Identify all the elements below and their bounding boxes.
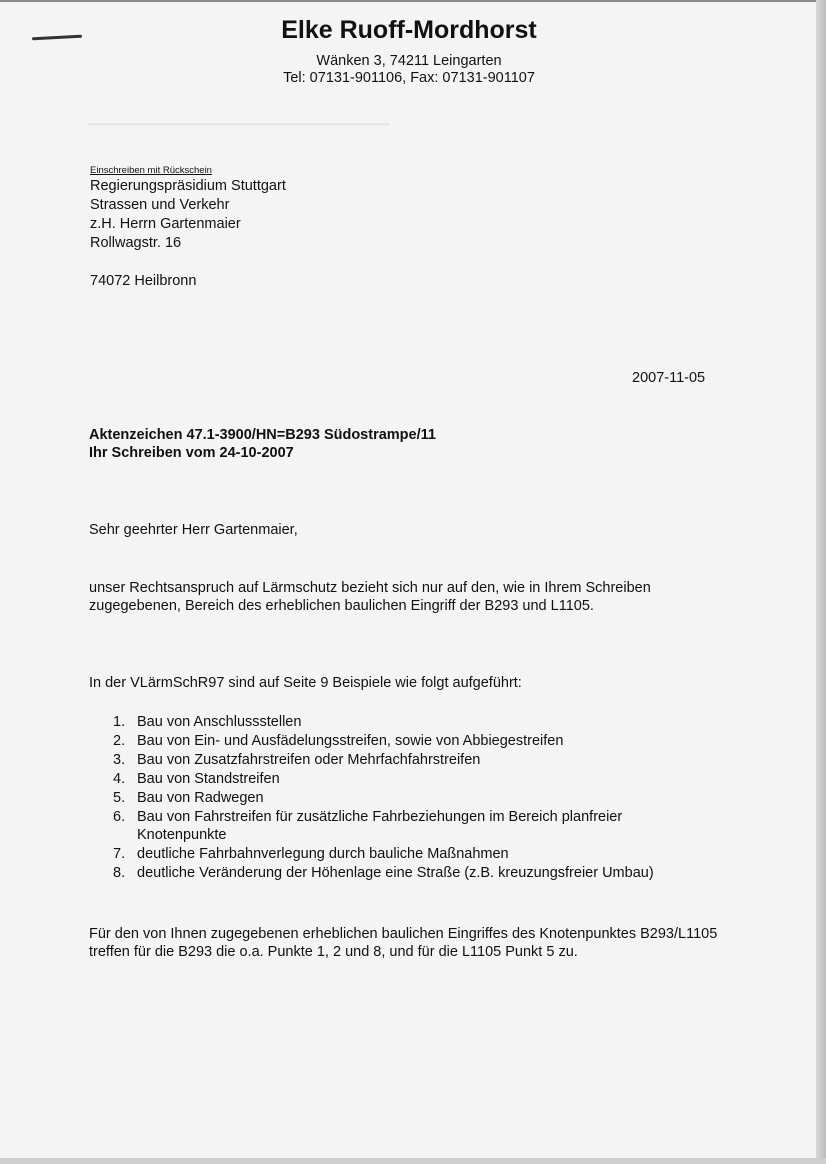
reference-line-2: Ihr Schreiben vom 24-10-2007 [89,445,294,461]
letter-date: 2007-11-05 [632,370,706,386]
sender-address: Wänken 3, 74211 Leingarten [316,53,502,69]
list-item: 4. Bau von Standstreifen [113,770,280,787]
page-edge-bottom [0,1158,826,1164]
list-item: 3. Bau von Zusatzfahrstreifen oder Mehrfachfahrstreifen [113,751,481,768]
list-item: 8. deutliche Veränderung der Höhenlage eine Straße (z.B. kreuzungsfreier Umbau) [113,865,654,882]
paragraph-1: unser Rechtsanspruch auf Lärmschutz bezieht sich nur auf den, wie in Ihrem Schreiben zugegebenen, Bereich des erheblichen baulichen Eingriff der B293 und L1105. [89,580,651,614]
page-edge-right [816,0,826,1164]
scan-top-line [0,0,818,2]
recipient-line-1: Regierungspräsidium Stuttgart [90,178,286,194]
recipient-line-4: Rollwagstr. 16 [90,235,182,251]
list-item: 2. Bau von Ein- und Ausfädelungsstreifen, sowie von Abbiegestreifen [113,732,564,749]
recipient-city: 74072 Heilbronn [90,273,197,289]
recipient-line-2: Strassen und Verkehr [90,197,230,213]
recipient-line-3: z.H. Herrn Gartenmaier [90,216,241,232]
delivery-note: Einschreiben mit Rückschein [90,165,212,176]
reference-line-1: Aktenzeichen 47.1-3900/HN=B293 Südostrampe/11 [89,427,436,443]
bleed-through-text: ▁▁▁▁▁▁▁▁▁▁▁▁▁▁▁▁▁▁▁▁▁▁▁▁▁▁▁▁▁ [88,110,390,125]
list-item: 5. Bau von Radwegen [113,789,264,806]
example-list [89,713,709,883]
paragraph-2: In der VLärmSchR97 sind auf Seite 9 Beispiele wie folgt aufgeführt: [89,675,522,691]
list-item: 1. Bau von Anschlussstellen [113,714,302,730]
salutation: Sehr geehrter Herr Gartenmaier, [89,522,298,538]
list-item: 6. Bau von Fahrstreifen für zusätzliche Fahrbeziehungen im Bereich planfreier Knotenpunkte [113,808,623,844]
list-item: 7. deutliche Fahrbahnverlegung durch bauliche Maßnahmen [113,846,509,863]
paragraph-3: Für den von Ihnen zugegebenen erheblichen baulichen Eingriffes des Knotenpunktes B293/L1105 treffen für die B293 die o.a. Punkte 1, 2 und 8, und für die L1105 Punkt 5 zu. [89,926,718,960]
sender-phone: Tel: 07131-901106, Fax: 07131-901107 [283,70,535,86]
sender-name: Elke Ruoff-Mordhorst [281,16,537,44]
